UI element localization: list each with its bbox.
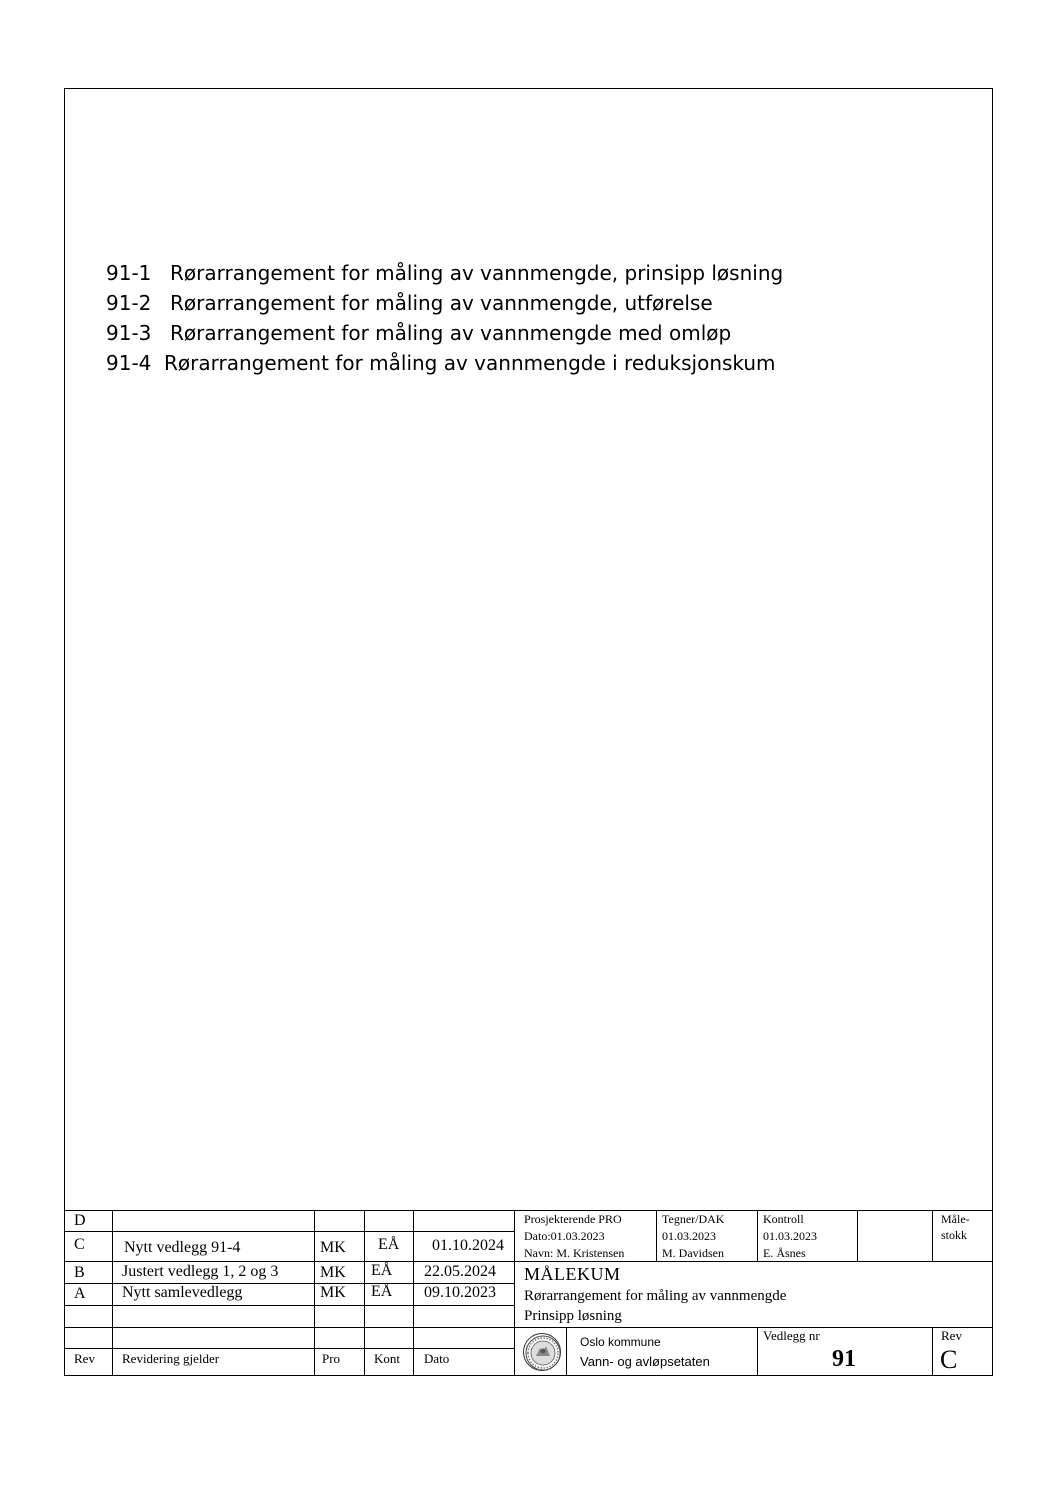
- header-rev: Rev: [74, 1351, 95, 1366]
- drawing-heading: MÅLEKUM: [524, 1264, 621, 1284]
- header-pro: Pro: [322, 1351, 341, 1366]
- rev-description: Nytt vedlegg 91-4: [124, 1239, 241, 1256]
- kontroll-label: Kontroll: [763, 1212, 804, 1226]
- drawing-subtitle: Rørarrangement for måling av vannmengde: [524, 1288, 787, 1304]
- toc-item: [106, 318, 783, 348]
- toc-item-number: 91-4: [106, 351, 152, 375]
- rev-letter: D: [74, 1212, 86, 1229]
- rev-description: Nytt samlevedlegg: [122, 1284, 243, 1301]
- tegner-date: 01.03.2023: [662, 1229, 716, 1243]
- toc-item: [106, 258, 783, 288]
- toc-item: [106, 288, 783, 318]
- rev-letter: C: [74, 1236, 85, 1253]
- kontroll-name: E. Åsnes: [763, 1246, 806, 1260]
- drawing-subtitle-2: Prinsipp løsning: [524, 1308, 622, 1324]
- prosjekterende-name: Navn: M. Kristensen: [524, 1246, 625, 1260]
- rev-date: 01.10.2024: [432, 1237, 504, 1254]
- table-of-contents: [106, 258, 783, 378]
- toc-item-number: 91-3: [106, 321, 152, 345]
- toc-item: [106, 348, 783, 378]
- malestokk-label: Måle-: [941, 1212, 970, 1226]
- prosjekterende-date: Dato:01.03.2023: [524, 1229, 605, 1243]
- kontroll-date: 01.03.2023: [763, 1229, 817, 1243]
- header-description: Revidering gjelder: [122, 1351, 220, 1366]
- tegner-label: Tegner/DAK: [662, 1212, 725, 1226]
- header-kont: Kont: [374, 1351, 400, 1366]
- toc-item-number: 91-1: [106, 261, 152, 285]
- rev-pro: MK: [320, 1284, 346, 1301]
- rev-kont: EÅ: [371, 1283, 393, 1300]
- rev-label: Rev: [941, 1328, 962, 1343]
- rev-kont: EÅ: [378, 1236, 400, 1253]
- rev-letter: A: [74, 1285, 86, 1302]
- tegner-name: M. Davidsen: [662, 1246, 724, 1260]
- malestokk-label-2: stokk: [941, 1228, 968, 1242]
- header-dato: Dato: [424, 1351, 450, 1366]
- rev-value: C: [940, 1345, 958, 1374]
- vedlegg-number: 91: [832, 1346, 856, 1372]
- oslo-seal-logo: [523, 1333, 561, 1371]
- prosjekterende-label: Prosjekterende PRO: [524, 1212, 622, 1226]
- rev-pro: MK: [320, 1239, 346, 1256]
- rev-pro: MK: [320, 1264, 346, 1281]
- toc-item-title: Rørarrangement for måling av vannmengde med omløp: [170, 321, 732, 345]
- toc-item-number: 91-2: [106, 291, 152, 315]
- rev-date: 09.10.2023: [424, 1284, 496, 1301]
- toc-item-title: Rørarrangement for måling av vannmengde i reduksjonskum: [164, 351, 776, 375]
- rev-date: 22.05.2024: [424, 1263, 496, 1280]
- vedlegg-label: Vedlegg nr: [763, 1328, 820, 1343]
- rev-letter: B: [74, 1264, 85, 1281]
- org-name: Oslo kommune: [580, 1335, 661, 1349]
- rev-kont: EÅ: [371, 1262, 393, 1279]
- toc-item-title: Rørarrangement for måling av vannmengde, utførelse: [170, 291, 713, 315]
- toc-item-title: Rørarrangement for måling av vannmengde, prinsipp løsning: [170, 261, 784, 285]
- rev-description: Justert vedlegg 1, 2 og 3: [122, 1263, 279, 1280]
- org-department: Vann- og avløpsetaten: [580, 1354, 710, 1369]
